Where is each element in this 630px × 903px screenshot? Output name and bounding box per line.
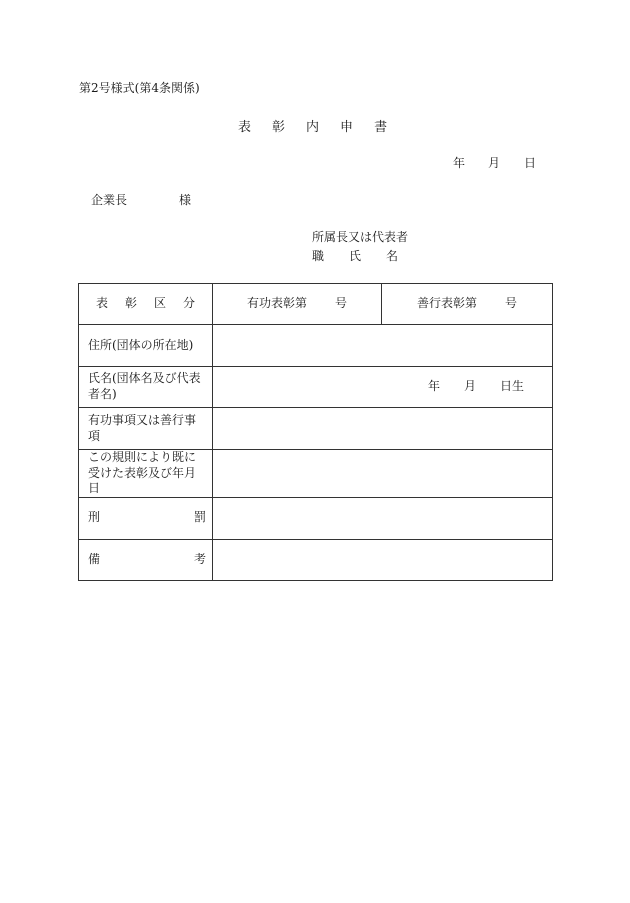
deeds-field[interactable]: [213, 408, 553, 450]
remarks-field[interactable]: [213, 539, 553, 580]
submission-date: [453, 157, 536, 169]
table-row: [79, 325, 553, 367]
title-char: 内: [306, 120, 320, 135]
sender-name-label: [312, 250, 398, 262]
penalty-label: [79, 497, 213, 539]
application-table: [78, 283, 553, 581]
good-deed-award-label: 善行表彰第: [416, 296, 477, 311]
deeds-label: 有功事項又は善行事項: [79, 408, 213, 450]
category-char: 区: [154, 296, 167, 311]
sender-title: 所属長又は代表者: [312, 230, 409, 244]
date-year: 年: [453, 156, 466, 170]
category-char: 表: [95, 296, 108, 311]
title-char: 表: [238, 120, 252, 135]
birth-month: 月: [463, 379, 476, 394]
birth-year: 年: [427, 379, 440, 394]
date-day: 日: [524, 156, 537, 170]
address-field[interactable]: [213, 325, 553, 367]
addressee: [91, 194, 191, 206]
sender-name-char: 職: [312, 249, 325, 263]
birth-day: 日生: [499, 379, 524, 394]
name-field[interactable]: [213, 367, 553, 408]
table-row: [79, 284, 553, 325]
award-category-label: [79, 284, 213, 325]
table-row: [79, 539, 553, 580]
table-row: [79, 497, 553, 539]
remarks-label: [79, 539, 213, 580]
sender-name-char: 名: [386, 249, 399, 263]
title-char: 申: [340, 120, 354, 135]
table-row: [79, 450, 553, 498]
remarks-label-left: 備: [88, 551, 101, 566]
good-deed-award-field[interactable]: [382, 284, 553, 325]
penalty-label-right: 罰: [193, 510, 206, 525]
sender-name-char: 氏: [349, 249, 362, 263]
addressee-name: 企業長: [91, 193, 128, 207]
prior-awards-label: この規則により既に受けた表彰及び年月日: [79, 450, 213, 498]
address-label: 住所(団体の所在地): [79, 325, 213, 367]
name-label: 氏名(団体名及び代表者名): [79, 367, 213, 408]
merit-award-field[interactable]: [213, 284, 382, 325]
category-char: 彰: [124, 296, 137, 311]
title-char: 彰: [272, 120, 286, 135]
penalty-field[interactable]: [213, 497, 553, 539]
merit-award-label: 有功表彰第: [246, 296, 307, 311]
category-char: 分: [183, 296, 196, 311]
good-deed-award-suffix: 号: [505, 296, 518, 311]
date-month: 月: [488, 156, 501, 170]
remarks-label-right: 考: [193, 551, 206, 566]
addressee-honorific: 様: [179, 193, 192, 207]
title-char: 書: [374, 120, 388, 135]
table-row: [79, 367, 553, 408]
form-number: 第2号様式(第4条関係): [79, 81, 200, 95]
merit-award-suffix: 号: [335, 296, 348, 311]
document-title: [238, 121, 387, 134]
penalty-label-left: 刑: [88, 510, 101, 525]
prior-awards-field[interactable]: [213, 450, 553, 498]
table-row: [79, 408, 553, 450]
